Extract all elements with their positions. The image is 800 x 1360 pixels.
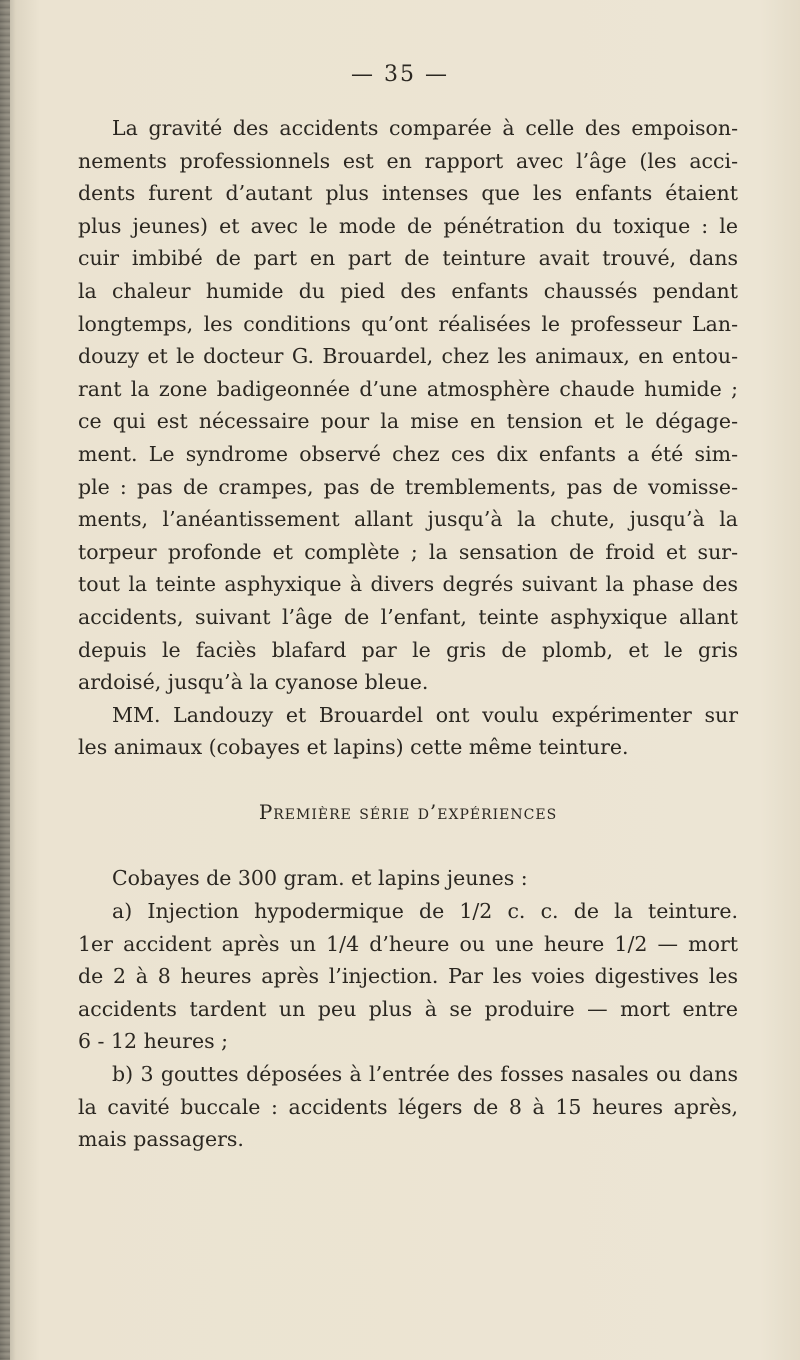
paragraph-5 <box>78 1058 738 1156</box>
text-line: a) Injection hypodermique de 1/2 c. c. de la teinture. <box>112 899 738 924</box>
text-line: plus jeunes) et avec le mode de pénétration du toxique : le <box>78 213 738 238</box>
section-heading: Première série d’expériences <box>258 799 558 824</box>
paragraph-1 <box>78 112 738 699</box>
text-line: ardoisé, jusqu’à la cyanose bleue. <box>78 670 429 695</box>
text-line: depuis le faciès blafard par le gris de plomb, et le gris <box>78 637 738 662</box>
body-text <box>78 112 738 1156</box>
text-line: cuir imbibé de part en part de teinture avait trouvé, dans <box>78 246 738 271</box>
text-line: b) 3 gouttes déposées à l’entrée des fosses nasales ou dans <box>112 1062 738 1087</box>
text-line: dents furent d’autant plus intenses que les enfants étaient <box>78 181 738 206</box>
text-line: nements professionnels est en rapport avec l’âge (les acci- <box>78 148 738 173</box>
text-line: douzy et le docteur G. Brouardel, chez les animaux, en entou- <box>78 344 738 369</box>
text-line: les animaux (cobayes et lapins) cette même teinture. <box>78 735 629 760</box>
text-line: tout la teinte asphyxique à divers degrés suivant la phase des <box>78 572 738 597</box>
paragraph-2 <box>78 699 738 764</box>
book-binding-edge <box>0 0 10 1360</box>
text-line: ment. Le syndrome observé chez ces dix enfants a été sim- <box>78 441 738 466</box>
text-line: 6 - 12 heures ; <box>78 1029 229 1054</box>
text-line: accidents, suivant l’âge de l’enfant, teinte asphyxique allant <box>78 604 738 629</box>
text-line: torpeur profonde et complète ; la sensation de froid et sur- <box>78 539 738 564</box>
text-line: de 2 à 8 heures après l’injection. Par les voies digestives les <box>78 964 738 989</box>
text-line: la cavité buccale : accidents légers de 8 à 15 heures après, <box>78 1094 738 1119</box>
text-line: 1er accident après un 1/4 d’heure ou une heure 1/2 — mort <box>78 931 738 956</box>
text-line: la chaleur humide du pied des enfants chaussés pendant <box>78 278 738 303</box>
text-line: ments, l’anéantissement allant jusqu’à la chute, jusqu’à la <box>78 507 738 532</box>
text-line: Cobayes de 300 gram. et lapins jeunes : <box>112 866 528 891</box>
text-line: ce qui est nécessaire pour la mise en tension et le dégage- <box>78 409 738 434</box>
text-line: rant la zone badigeonnée d’une atmosphère chaude humide ; <box>78 376 738 401</box>
text-line: MM. Landouzy et Brouardel ont voulu expérimenter sur <box>112 702 738 727</box>
text-line: ple : pas de crampes, pas de tremblements, pas de vomisse- <box>78 474 738 499</box>
text-line: longtemps, les conditions qu’ont réalisées le professeur Lan- <box>78 311 738 336</box>
paragraph-4 <box>78 895 738 1058</box>
text-line: La gravité des accidents comparée à celle des empoison- <box>112 116 738 140</box>
text-line: mais passagers. <box>78 1127 244 1152</box>
text-line: accidents tardent un peu plus à se produire — mort entre <box>78 996 738 1021</box>
page-number: — 35 — <box>351 62 449 87</box>
paragraph-3 <box>78 862 738 895</box>
